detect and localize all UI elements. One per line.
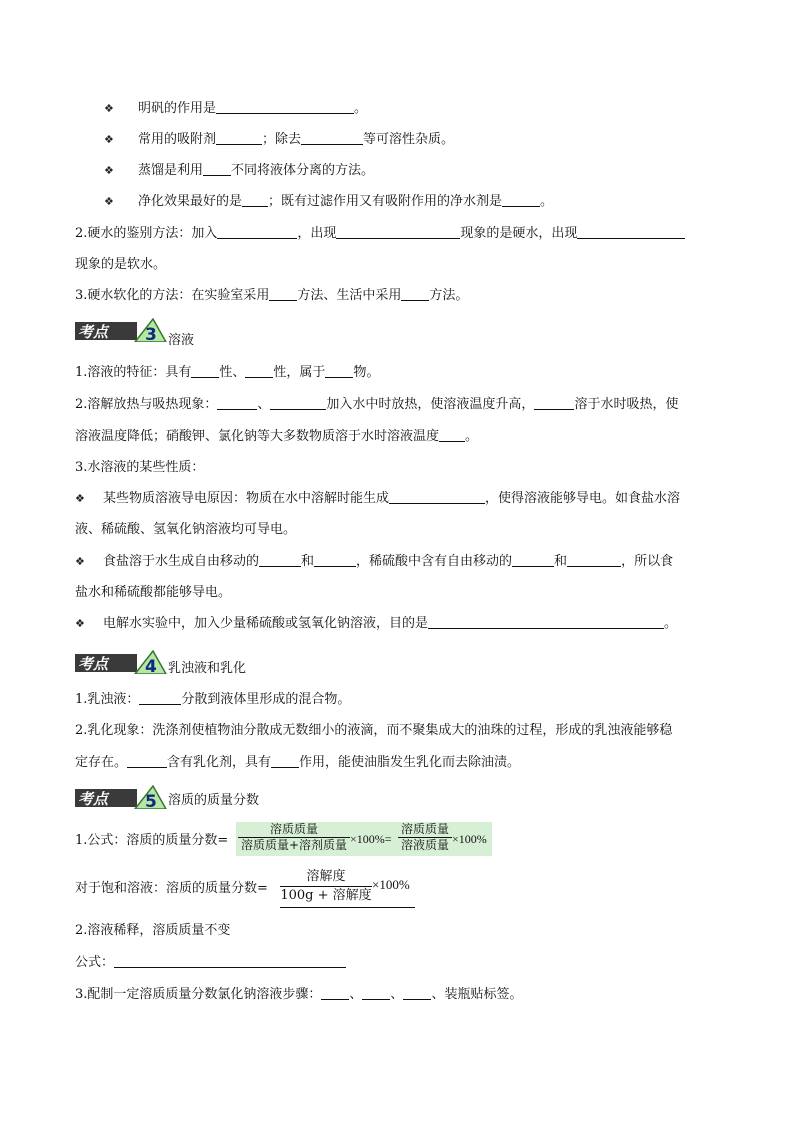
bullet-line-purify: ❖ 净化效果最好的是 ；既有过滤作用又有吸附作用的净水剂是 。 bbox=[104, 194, 554, 209]
emulsion-phenomenon-line1: 2.乳化现象：洗涤剂使植物油分散成无数细小的液滴，而不聚集成大的油珠的过程，形成的乳浊液能够稳 bbox=[75, 723, 673, 738]
fraction-denominator: 溶质质量+溶剂质量 bbox=[240, 838, 348, 852]
fill-blank[interactable] bbox=[336, 225, 460, 239]
fraction-2 bbox=[398, 822, 452, 853]
dilution-formula: 公式： bbox=[75, 954, 346, 972]
fill-blank[interactable] bbox=[439, 428, 465, 442]
fill-blank[interactable] bbox=[216, 131, 262, 145]
fill-blank[interactable] bbox=[216, 100, 354, 114]
fill-blank[interactable] bbox=[127, 754, 167, 768]
solution-heat-line1: 2.溶解放热与吸热现象： 、 加入水中时放热，使溶液温度升高， 溶于水时吸热，使 bbox=[75, 397, 679, 412]
kaodian-badge-4 bbox=[75, 650, 167, 674]
fill-blank[interactable] bbox=[301, 131, 363, 145]
fill-blank[interactable] bbox=[512, 553, 554, 567]
fill-blank[interactable] bbox=[217, 396, 257, 410]
fill-blank[interactable] bbox=[577, 225, 685, 239]
fill-blank[interactable] bbox=[389, 490, 485, 504]
formula-prefix: 1.公式：溶质的质量分数= bbox=[75, 833, 229, 848]
kaodian-badge-5 bbox=[75, 785, 167, 809]
solution-feature: 1.溶液的特征：具有 性、 性，属于 物。 bbox=[75, 365, 380, 380]
fill-blank[interactable] bbox=[401, 287, 429, 301]
badge-text: 考点 bbox=[78, 323, 109, 341]
emulsion-phenomenon-line2: 定存在。 含有乳化剂，具有 作用，能使油脂发生乳化而去除油渍。 bbox=[75, 755, 521, 770]
fraction-3 bbox=[280, 868, 372, 905]
fill-blank[interactable] bbox=[270, 396, 326, 410]
section-title-solution: 溶液 bbox=[168, 333, 195, 348]
fill-blank[interactable] bbox=[271, 754, 299, 768]
times-100-1: ×100%= bbox=[350, 832, 392, 846]
fill-blank[interactable] bbox=[242, 193, 268, 207]
section-title-mass-fraction: 溶质的质量分数 bbox=[168, 793, 260, 808]
dilution-title: 2.溶液稀释，溶质质量不变 bbox=[75, 923, 231, 938]
badge-text: 考点 bbox=[78, 655, 109, 673]
badge-number: 4 bbox=[145, 657, 157, 674]
bullet-icon: ❖ bbox=[104, 164, 114, 177]
solution-ions-line1: ❖ 食盐溶于水生成自由移动的 和 ，稀硫酸中含有自由移动的 和 ，所以食 bbox=[75, 554, 674, 569]
fill-blank[interactable] bbox=[403, 986, 431, 1000]
hard-water-identify-line2: 现象的是软水。 bbox=[75, 257, 167, 272]
fraction-numerator: 溶解度 bbox=[280, 868, 372, 887]
fraction-denominator: 溶液质量 bbox=[400, 838, 449, 852]
bullet-icon: ❖ bbox=[104, 102, 114, 115]
hard-water-identify-line1: 2.硬水的鉴别方法：加入 ，出现 现象的是硬水，出现 bbox=[75, 225, 685, 243]
solution-conductivity-line1: ❖ 某些物质溶液导电原因：物质在水中溶解时能生成 ，使得溶液能够导电。如食盐水溶 bbox=[75, 491, 681, 506]
fill-blank[interactable] bbox=[191, 364, 219, 378]
prep-steps: 3.配制一定溶质质量分数氯化钠溶液步骤： 、 、 、装瓶贴标签。 bbox=[75, 987, 523, 1002]
solution-conductivity-line2: 液、稀硫酸、氢氧化钠溶液均可导电。 bbox=[75, 522, 297, 537]
fill-blank[interactable] bbox=[269, 287, 297, 301]
fill-blank[interactable] bbox=[203, 162, 231, 176]
bullet-icon: ❖ bbox=[75, 492, 85, 505]
bullet-icon: ❖ bbox=[75, 617, 85, 630]
solution-electrolysis: ❖ 电解水实验中，加入少量稀硫酸或氢氧化钠溶液，目的是 。 bbox=[75, 616, 678, 631]
saturated-underline bbox=[280, 907, 415, 908]
fraction-numerator: 溶质质量 bbox=[238, 822, 350, 838]
fraction-1 bbox=[238, 822, 350, 853]
fill-blank[interactable] bbox=[321, 986, 349, 1000]
fill-blank[interactable] bbox=[314, 553, 356, 567]
fraction-numerator: 溶质质量 bbox=[398, 822, 452, 838]
badge-number: 3 bbox=[145, 325, 157, 342]
bullet-icon: ❖ bbox=[75, 555, 85, 568]
fill-blank[interactable] bbox=[428, 615, 664, 629]
fill-blank[interactable] bbox=[139, 691, 181, 705]
section-title-emulsion: 乳浊液和乳化 bbox=[168, 661, 247, 676]
badge-text: 考点 bbox=[78, 790, 109, 808]
saturated-prefix: 对于饱和溶液：溶质的质量分数= bbox=[75, 881, 268, 896]
emulsion-def: 1.乳浊液： 分散到液体里形成的混合物。 bbox=[75, 692, 351, 707]
fraction-denominator: 100g + 溶解度 bbox=[280, 888, 372, 903]
fill-blank[interactable] bbox=[534, 396, 574, 410]
bullet-icon: ❖ bbox=[104, 133, 114, 146]
badge-number: 5 bbox=[145, 792, 157, 809]
fill-blank[interactable] bbox=[325, 364, 353, 378]
fill-blank[interactable] bbox=[567, 553, 621, 567]
fill-blank[interactable] bbox=[245, 364, 273, 378]
fill-blank[interactable] bbox=[217, 225, 297, 239]
bullet-line-distill: ❖ 蒸馏是利用 不同将液体分离的方法。 bbox=[104, 163, 375, 178]
times-100-2: ×100% bbox=[452, 832, 487, 846]
hard-water-soften: 3.硬水软化的方法：在实验室采用 方法、生活中采用 方法。 bbox=[75, 288, 469, 303]
solution-ions-line2: 盐水和稀硫酸都能够导电。 bbox=[75, 585, 232, 600]
fill-blank[interactable] bbox=[114, 954, 346, 968]
fill-blank[interactable] bbox=[362, 986, 390, 1000]
kaodian-badge-3 bbox=[75, 318, 167, 342]
bullet-icon: ❖ bbox=[104, 195, 114, 208]
bullet-line-alum: ❖ 明矾的作用是 。 bbox=[104, 101, 368, 116]
times-100-3: ×100% bbox=[372, 877, 410, 892]
fill-blank[interactable] bbox=[502, 193, 540, 207]
solution-heat-line2: 溶液温度降低；硝酸钾、氯化钠等大多数物质溶于水时溶液温度 。 bbox=[75, 429, 479, 444]
fill-blank[interactable] bbox=[259, 553, 301, 567]
bullet-line-adsorbent: ❖ 常用的吸附剂 ；除去 等可溶性杂质。 bbox=[104, 132, 455, 147]
solution-props-title: 3.水溶液的某些性质： bbox=[75, 460, 205, 475]
